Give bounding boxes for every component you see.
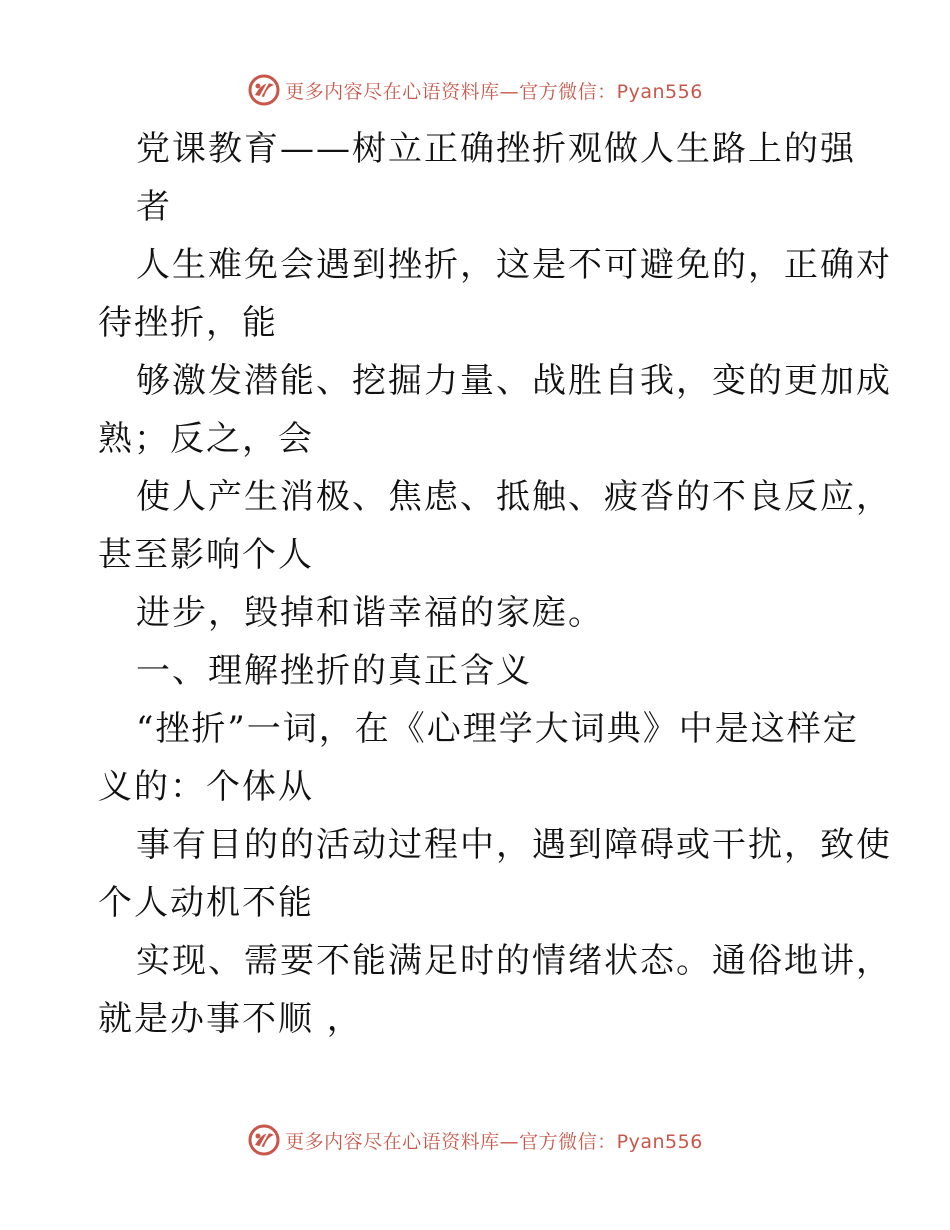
header-banner-text: 更多内容尽在心语资料库—官方微信：Pyan556 [285,80,703,103]
document-line: 待挫折，能 [98,303,278,343]
document-line: 熟；反之，会 [98,419,314,459]
document-line: 实现、需要不能满足时的情绪状态。通俗地讲， [136,941,892,981]
section-heading: 一、理解挫折的真正含义 [136,651,532,691]
document-line: 个人动机不能 [98,883,314,923]
header-banner [0,70,950,110]
ribbon-seal-icon [247,73,281,107]
document-line: 事有目的的活动过程中，遇到障碍或干扰，致使 [136,825,892,865]
document-line: 党课教育——树立正确挫折观做人生路上的强 [136,129,856,169]
document-body [98,120,892,1048]
footer-banner [0,1120,950,1160]
document-line: 人生难免会遇到挫折，这是不可避免的，正确对 [136,245,892,285]
document-line: “挫折”一词，在《心理学大词典》中是这样定 [136,709,859,749]
document-line: 就是办事不顺 ， [98,999,363,1039]
document-line: 使人产生消极、焦虑、抵触、疲沓的不良反应， [136,477,892,517]
document-line: 甚至影响个人 [98,535,314,575]
document-line: 进步，毁掉和谐幸福的家庭。 [136,593,604,633]
ribbon-seal-icon [247,1123,281,1157]
document-line: 义的：个体从 [98,767,314,807]
document-line: 者 [136,187,172,227]
document-line: 够激发潜能、挖掘力量、战胜自我，变的更加成 [136,361,892,401]
footer-banner-text: 更多内容尽在心语资料库—官方微信：Pyan556 [285,1130,703,1153]
